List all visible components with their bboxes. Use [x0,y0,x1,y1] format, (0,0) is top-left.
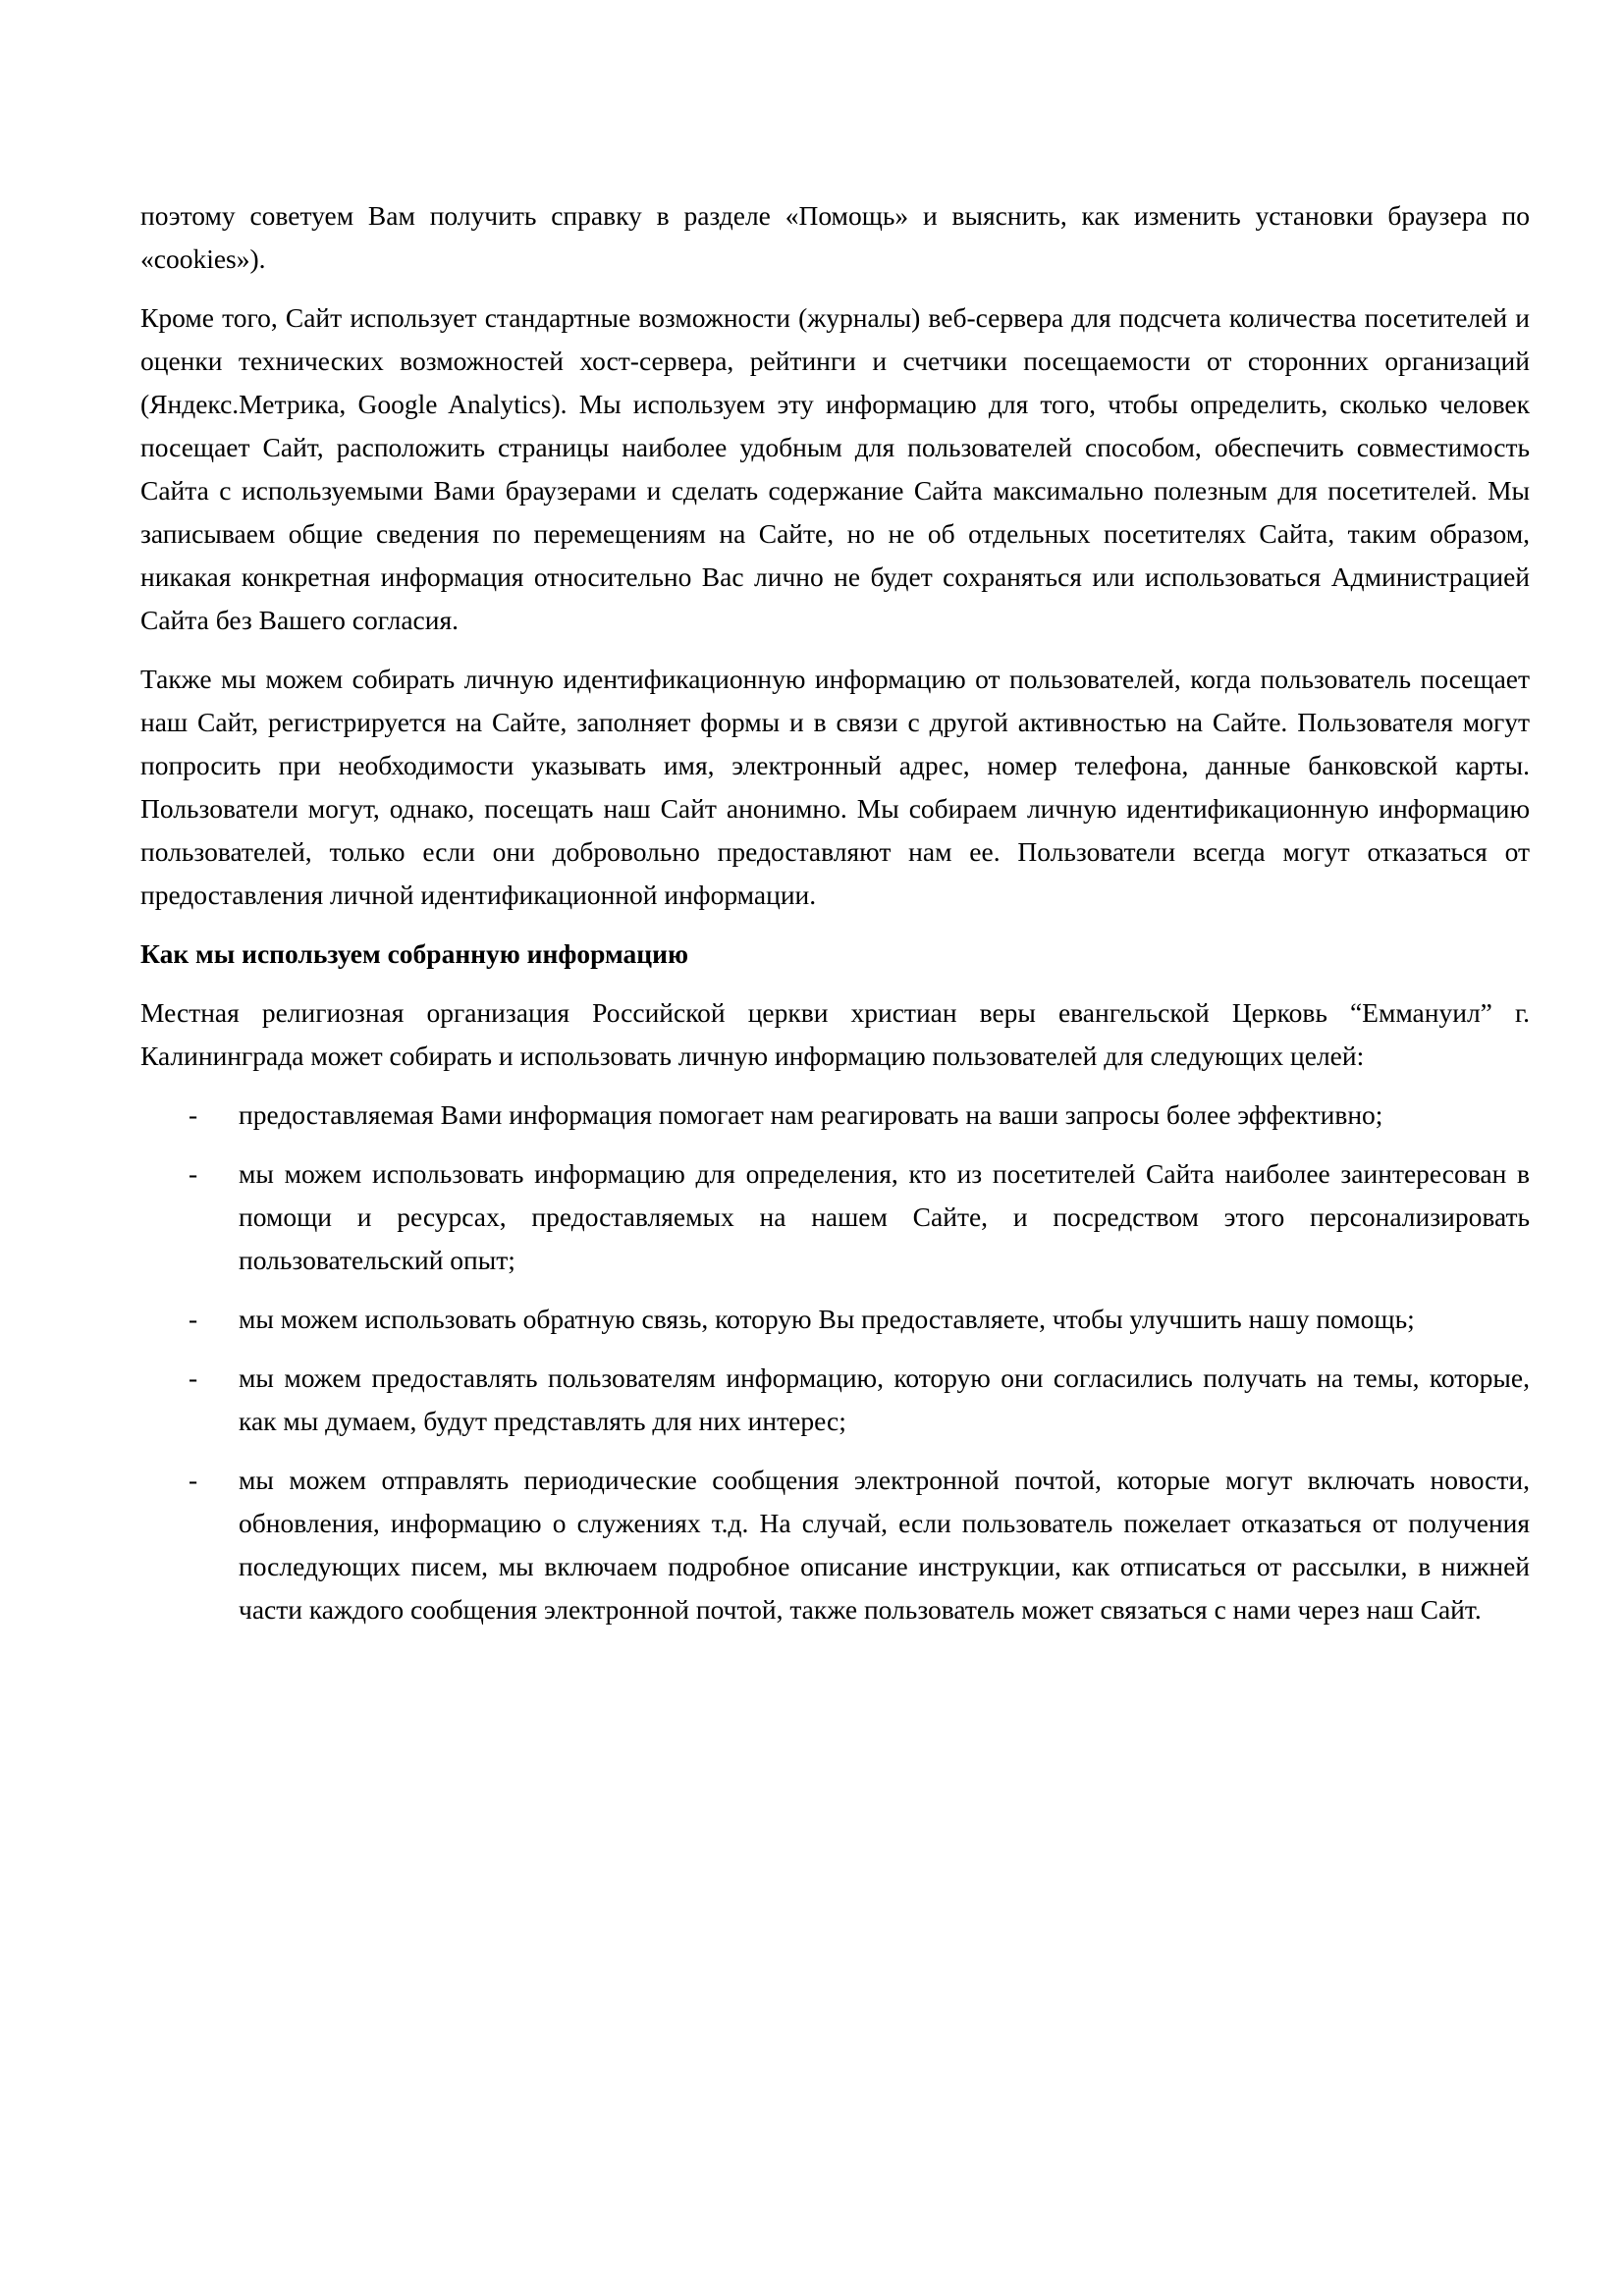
list-item [140,1152,1530,1282]
list-item-text: мы можем отправлять периодические сообщения электронной почтой, которые могут включать новости, обновления, информацию о служениях т.д. На случай, если пользователь пожелает отказаться от получения последующих писем, мы включаем подробное описание инструкции, как отписаться от рассылки, в нижней части каждого сообщения электронной почтой, также пользователь может связаться с нами через наш Сайт. [239,1465,1530,1625]
dash-bullet-icon: - [189,1465,198,1495]
section-intro: Местная религиозная организация Российской церкви христиан веры евангельской Церковь “Еммануил” г. Калининграда может собирать и использовать личную информацию пользователей для следующих целей: [140,997,1530,1071]
dash-bullet-icon: - [189,1304,198,1334]
paragraph-cookies-help: поэтому советуем Вам получить справку в разделе «Помощь» и выяснить, как изменить установки браузера по «cookies»). [140,200,1530,274]
paragraph-personal-info-collection: Также мы можем собирать личную идентификационную информацию от пользователей, когда пользователь посещает наш Сайт, регистрируется на Сайте, заполняет формы и в связи с другой активностью на Сайте. Пользователя могут попросить при необходимости указывать имя, электронный адрес, номер телефона, данные банковской карты. Пользователи могут, однако, посещать наш Сайт анонимно. Мы собираем личную идентификационную информацию пользователей, только если они добровольно предоставляют нам ее. Пользователи всегда могут отказаться от предоставления личной идентификационной информации. [140,664,1530,910]
list-item-text: мы можем использовать информацию для определения, кто из посетителей Сайта наиболее заинтересован в помощи и ресурсах, предоставляемых на нашем Сайте, и посредством этого персонализировать пользовательский опыт; [239,1158,1530,1275]
dash-bullet-icon: - [189,1099,198,1130]
section-heading: Как мы используем собранную информацию [140,938,688,969]
list-item-text: мы можем использовать обратную связь, которую Вы предоставляете, чтобы улучшить нашу помощь; [239,1304,1415,1334]
list-item-text: мы можем предоставлять пользователям информацию, которую они согласились получать на темы, которые, как мы думаем, будут представлять для них интерес; [239,1362,1530,1436]
purposes-list [140,1094,1530,1631]
paragraph-web-server-logs: Кроме того, Сайт использует стандартные возможности (журналы) веб-сервера для подсчета количества посетителей и оценки технических возможностей хост-сервера, рейтинги и счетчики посещаемости от сторонних организаций (Яндекс.Метрика, Google Analytics). Мы используем эту информацию для того, чтобы определить, сколько человек посещает Сайт, расположить страницы наиболее удобным для пользователей способом, обеспечить совместимость Сайта с используемыми Вами браузерами и сделать содержание Сайта максимально полезным для посетителей. Мы записываем общие сведения по перемещениям на Сайте, но не об отдельных посетителях Сайта, таким образом, никакая конкретная информация относительно Вас лично не будет сохраняться или использоваться Администрацией Сайта без Вашего согласия. [140,302,1530,635]
list-item [140,1459,1530,1631]
dash-bullet-icon: - [189,1362,198,1393]
list-item [140,1094,1530,1137]
list-item-text: предоставляемая Вами информация помогает нам реагировать на ваши запросы более эффективно; [239,1099,1383,1130]
list-item [140,1298,1530,1341]
document-page [140,194,1530,1647]
dash-bullet-icon: - [189,1158,198,1189]
list-item [140,1357,1530,1443]
